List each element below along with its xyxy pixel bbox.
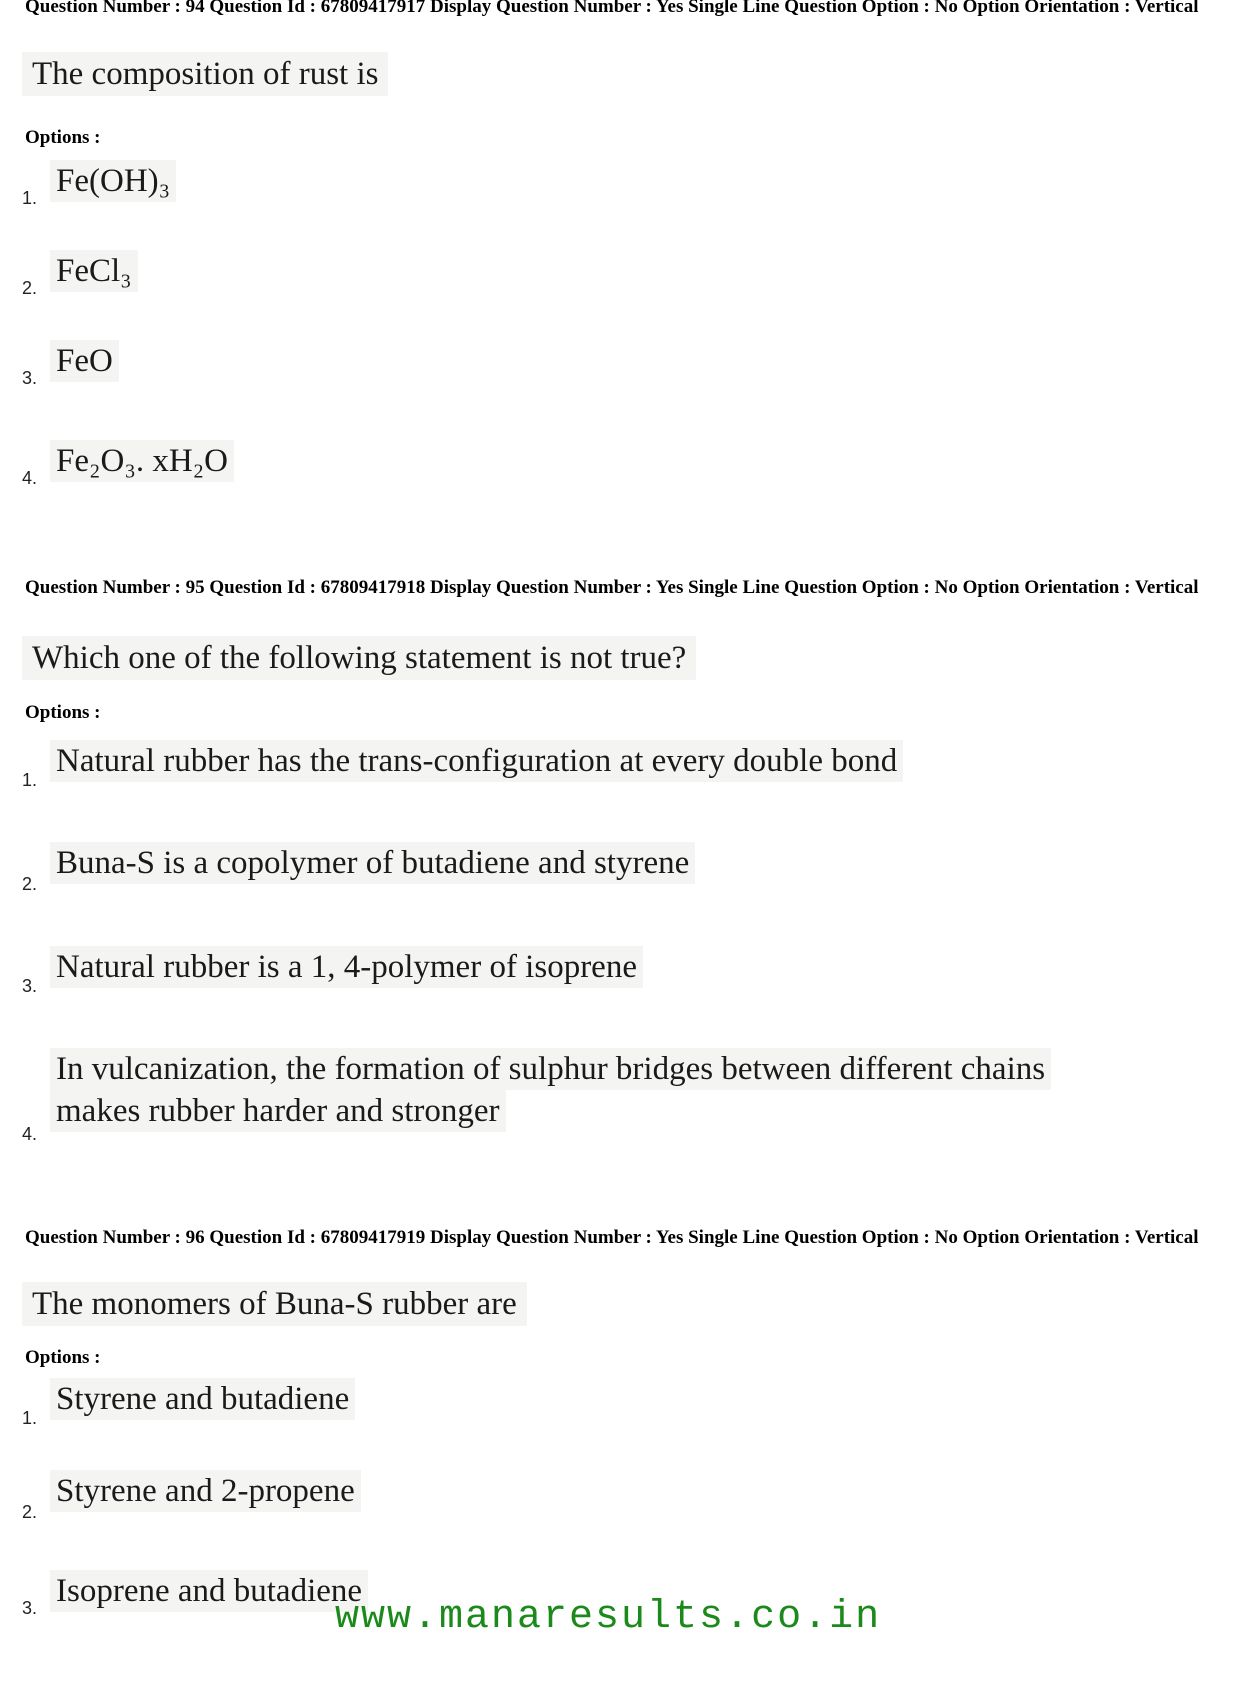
option-text: FeCl₃ — [50, 250, 138, 292]
option-number: 1. — [22, 1408, 38, 1428]
option-text: Styrene and 2-propene — [50, 1470, 361, 1512]
option-text: Fe₂O₃. xH₂O — [50, 440, 234, 482]
option-number: 1. — [22, 770, 38, 790]
option-number: 3. — [22, 1598, 38, 1618]
option-text-line1: In vulcanization, the formation of sulphur bridges between different chains — [50, 1048, 1051, 1090]
option-number: 2. — [22, 874, 38, 894]
question-text: Which one of the following statement is not true? — [22, 636, 696, 680]
option-number: 2. — [22, 1502, 38, 1522]
option-number: 4. — [22, 468, 38, 488]
options-label: Options : — [25, 702, 101, 723]
question-meta: Question Number : 96 Question Id : 67809417919 Display Question Number : Yes Single Line Question Option : No Option Orientation : Vertical — [25, 1227, 1199, 1248]
option-text: FeO — [50, 340, 119, 382]
option-text: Natural rubber is a 1, 4-polymer of isoprene — [50, 946, 643, 988]
option-text: Styrene and butadiene — [50, 1378, 355, 1420]
option-number: 4. — [22, 1124, 38, 1144]
question-meta: Question Number : 94 Question Id : 67809417917 Display Question Number : Yes Single Line Question Option : No Option Orientation : Vertical — [25, 0, 1199, 17]
option-number: 3. — [22, 368, 38, 388]
option-text: Natural rubber has the trans-configuration at every double bond — [50, 740, 903, 782]
option-text-line2: makes rubber harder and stronger — [50, 1090, 506, 1132]
question-text: The composition of rust is — [22, 52, 388, 96]
option-number: 1. — [22, 188, 38, 208]
option-text: Fe(OH)₃ — [50, 160, 176, 202]
watermark: www.manaresults.co.in — [335, 1595, 882, 1640]
question-text: The monomers of Buna-S rubber are — [22, 1282, 527, 1326]
option-text: Isoprene and butadiene — [50, 1570, 368, 1612]
option-number: 2. — [22, 278, 38, 298]
options-label: Options : — [25, 127, 101, 148]
option-text: Buna-S is a copolymer of butadiene and styrene — [50, 842, 695, 884]
question-meta: Question Number : 95 Question Id : 67809417918 Display Question Number : Yes Single Line Question Option : No Option Orientation : Vertical — [25, 577, 1199, 598]
options-label: Options : — [25, 1347, 101, 1368]
option-number: 3. — [22, 976, 38, 996]
